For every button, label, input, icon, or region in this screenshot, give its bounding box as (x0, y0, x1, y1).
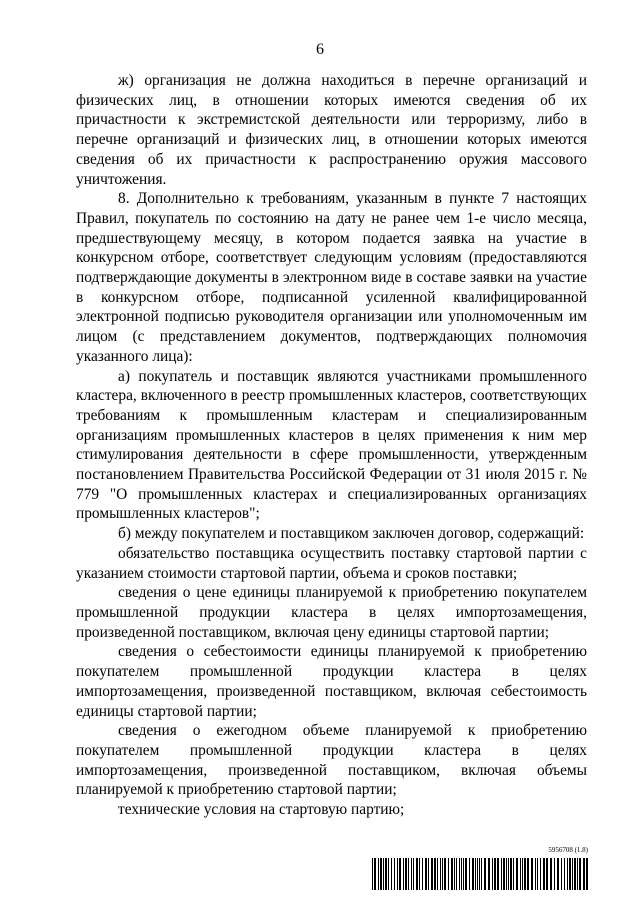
barcode-caption: 5956708 (1.8) (548, 846, 588, 854)
barcode-bar (472, 858, 474, 890)
barcode-bar (419, 858, 420, 890)
barcode-bar (469, 858, 470, 890)
barcode-bar (574, 858, 576, 890)
barcode-bar (524, 858, 526, 890)
paragraph-8: 8. Дополнительно к требованиям, указанным в пункте 7 настоящих Правил, покупатель по состоянию на дату не ранее чем 1-е число месяца, предшествующему месяцу, в котором подается заявка на участие в конкурсном отборе, соответствует следующим условиям (предоставляются подтверждающие документы в электронном виде в составе заявки на участие в конкурсном отборе, подписанной усиленной квалифицированной электронной подписью руководителя организации или уполномоченным им лицом (с представлением документов, подтверждающих полномочия указанного лица): (76, 190, 587, 365)
barcode-bar (380, 858, 382, 890)
barcode-bar (459, 858, 460, 890)
document-footer (372, 846, 588, 894)
barcode-bar (461, 858, 462, 890)
barcode-bar (494, 858, 496, 890)
barcode-bar (437, 858, 438, 890)
barcode-bar (522, 858, 523, 890)
barcode-bar (569, 858, 571, 890)
barcode-bar (506, 858, 507, 890)
barcode-bar (463, 858, 464, 890)
barcode-image (372, 858, 588, 890)
paragraph-b: б) между покупателем и поставщиком заключен договор, содержащий: (118, 525, 585, 543)
barcode-bar (516, 858, 518, 890)
barcode-bar (434, 858, 436, 890)
barcode-bar (431, 858, 433, 890)
paragraph-technical-conditions: технические условия на стартовую партию; (118, 801, 405, 819)
barcode-bar (372, 858, 373, 890)
barcode-bar (543, 858, 545, 890)
barcode-bar (527, 858, 529, 890)
barcode-bar (557, 858, 559, 890)
barcode-bar (411, 858, 412, 890)
barcode-bar (508, 858, 509, 890)
page-number: 6 (316, 41, 324, 58)
barcode-bar (501, 858, 502, 890)
barcode-bar (561, 858, 562, 890)
barcode-bar (488, 858, 490, 890)
barcode-bar (405, 858, 407, 890)
barcode-bar (416, 858, 418, 890)
barcode-bar (374, 858, 376, 890)
barcode-bar (397, 858, 398, 890)
barcode-bar (503, 858, 505, 890)
barcode-bar (413, 858, 414, 890)
paragraph-unit-cost: сведения о себестоимости единицы планируемой к приобретению покупателем промышленной продукции кластера в целях импортозамещения, произведенной поставщиком, включая себестоимость единицы стартовой партии; (76, 643, 587, 720)
paragraph-supplier-obligation: обязательство поставщика осуществить поставку стартовой партии с указанием стоимости стартовой партии, объема и сроков поставки; (76, 544, 587, 582)
barcode-bar (481, 858, 482, 890)
barcode-bar (586, 858, 588, 890)
barcode-bar (531, 858, 533, 890)
barcode-bar (567, 858, 568, 890)
barcode-bar (546, 858, 548, 890)
barcode-bar (583, 858, 585, 890)
barcode-bar (425, 858, 427, 890)
barcode-bar (388, 858, 389, 890)
barcode-bar (572, 858, 573, 890)
barcode-bar (383, 858, 384, 890)
barcode-bar (394, 858, 395, 890)
barcode-bar (579, 858, 581, 890)
barcode-bar (497, 858, 499, 890)
barcode-bar (456, 858, 457, 890)
barcode-bar (540, 858, 541, 890)
barcode-bar (510, 858, 512, 890)
barcode-bar (451, 858, 453, 890)
barcode-bar (385, 858, 387, 890)
barcode-bar (448, 858, 449, 890)
barcode-bar (554, 858, 555, 890)
barcode-bar (399, 858, 401, 890)
barcode-bar (484, 858, 486, 890)
barcode-bar (442, 858, 443, 890)
paragraph-zh: ж) организация не должна находиться в перечне организаций и физических лиц, в отношении которых имеются сведения об их причастности к экстремистской деятельности или терроризму, либо в перечне организаций и физических лиц, в отношении которых имеются сведения об их причастности к распространению оружия массового уничтожения. (76, 72, 587, 188)
document-body (76, 71, 587, 820)
barcode-bar (520, 858, 521, 890)
barcode-bar (378, 858, 379, 890)
paragraph-annual-volume: сведения о ежегодном объеме планируемой к приобретению покупателем промышленной продукции кластера в целях импортозамещения, произведенной поставщиком, включая объемы планируемой к приобретению стартовой партии; (76, 722, 587, 799)
barcode-bar (479, 858, 480, 890)
barcode-bar (564, 858, 565, 890)
barcode-bar (422, 858, 423, 890)
barcode-bar (465, 858, 467, 890)
barcode-bar (454, 858, 455, 890)
barcode-bar (475, 858, 476, 890)
barcode-bar (391, 858, 392, 890)
barcode-bar (428, 858, 429, 890)
barcode-bar (403, 858, 404, 890)
barcode-bar (477, 858, 478, 890)
barcode-bar (577, 858, 578, 890)
barcode-bar (550, 858, 552, 890)
barcode-bar (440, 858, 441, 890)
barcode-bar (492, 858, 493, 890)
barcode-bar (408, 858, 409, 890)
barcode-bar (444, 858, 446, 890)
paragraph-a: а) покупатель и поставщик являются участниками промышленного кластера, включенного в реестр промышленных кластеров, соответствующих требованиям к промышленным кластерам и специализированным организациям промышленных кластеров в целях применения к ним мер стимулирования деятельности в сфере промышленности, утвержденным постановлением Правительства Российской Федерации от 31 июля 2015 г. № 779 "О промышленных кластерах и специализированных организациях промышленных кластеров"; (76, 367, 587, 523)
barcode-bar (535, 858, 536, 890)
barcode-bar (513, 858, 514, 890)
paragraph-unit-price: сведения о цене единицы планируемой к приобретению покупателем промышленной продукции кластера в целях импортозамещения, произведенной поставщиком, включая цену единицы стартовой партии; (76, 584, 587, 641)
barcode-bar (537, 858, 538, 890)
